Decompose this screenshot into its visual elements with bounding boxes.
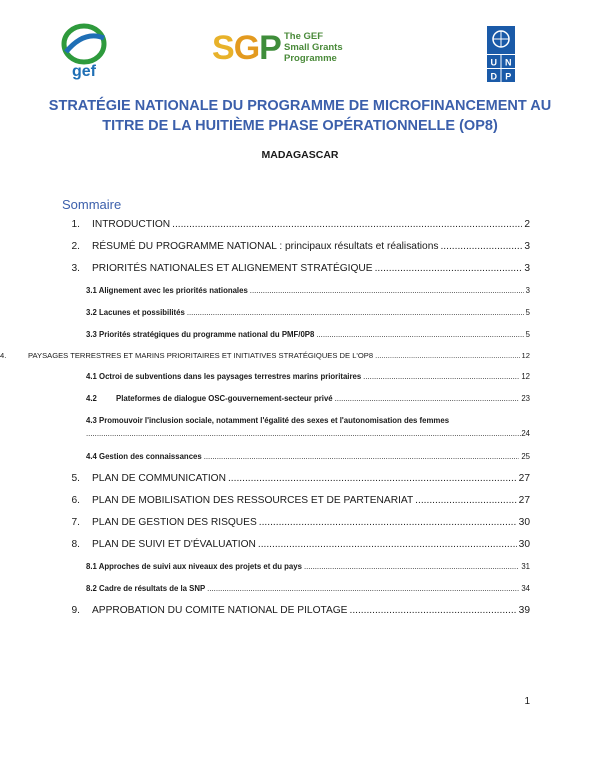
gef-logo [58, 22, 110, 80]
toc-entry[interactable]: 2. RÉSUMÉ DU PROGRAMME NATIONAL : principaux résultats et réalisations ..... 3 [62, 236, 530, 258]
toc-subentry[interactable]: 3.3 Priorités stratégiques du programme national du PMF/0P8 ..... 5 [62, 324, 530, 346]
country-name: MADAGASCAR [261, 149, 339, 161]
page-number: 1 [524, 696, 530, 707]
sgp-letters: SGP [212, 29, 281, 67]
sgp-tagline: The GEF Small Grants Programme [284, 31, 343, 64]
svg-text:P: P [505, 71, 512, 82]
page-header [0, 0, 600, 90]
toc-entry[interactable]: 6. PLAN DE MOBILISATION DES RESSOURCES ET DE PARTENARIAT ..... 27 [62, 490, 530, 512]
svg-text:D: D [490, 71, 497, 82]
sgp-logo [212, 28, 372, 68]
table-of-contents [0, 214, 530, 622]
toc-entry[interactable]: 8. PLAN DE SUIVI ET D'ÉVALUATION ..... 30 [62, 534, 530, 556]
toc-subentry[interactable]: 8.1 Approches de suivi aux niveaux des projets et du pays ..... 31 [62, 556, 530, 578]
toc-entry[interactable]: 5. PLAN DE COMMUNICATION ..... 27 [62, 468, 530, 490]
toc-subentry[interactable]: 4.4 Gestion des connaissances ..... 25 [62, 446, 530, 468]
toc-entry[interactable]: 7. PLAN DE GESTION DES RISQUES ..... 30 [62, 512, 530, 534]
toc-subentry[interactable]: 4.1 Octroi de subventions dans les paysages terrestres marins prioritaires ..... 12 [62, 366, 530, 388]
document-title: STRATÉGIE NATIONALE DU PROGRAMME DE MICROFINANCEMENT AU TITRE DE LA HUITIÈME PHASE OPÉRATIONNELLE (OP8) [48, 98, 552, 134]
toc-subentry[interactable]: 3.1 Alignement avec les priorités nationales ..... 3 [62, 280, 530, 302]
toc-entry[interactable]: 1. INTRODUCTION ..... 2 [62, 214, 530, 236]
undp-logo [487, 26, 515, 82]
toc-entry[interactable]: 3. PRIORITÉS NATIONALES ET ALIGNEMENT STRATÉGIQUE ..... 3 [62, 258, 530, 280]
toc-entry[interactable]: 4. PAYSAGES TERRESTRES ET MARINS PRIORITAIRES ET INITIATIVES STRATÉGIQUES DE L'OP8 ..... 12 [0, 346, 530, 366]
toc-subentry[interactable]: 4.3 Promouvoir l'inclusion sociale, notamment l'égalité des sexes et l'autonomisation des femmes ..... 24 [62, 410, 530, 446]
toc-entry[interactable]: 9. APPROBATION DU COMITE NATIONAL DE PILOTAGE ..... 39 [62, 600, 530, 622]
svg-text:N: N [504, 57, 512, 68]
toc-subentry[interactable]: 8.2 Cadre de résultats de la SNP ..... 34 [62, 578, 530, 600]
svg-text:U: U [490, 57, 497, 68]
toc-heading: Sommaire [62, 197, 122, 212]
svg-text:gef: gef [72, 63, 96, 80]
toc-subentry[interactable]: 4.2 Plateformes de dialogue OSC-gouvernement-secteur privé ..... 23 [62, 388, 530, 410]
toc-subentry[interactable]: 3.2 Lacunes et possibilités ..... 5 [62, 302, 530, 324]
